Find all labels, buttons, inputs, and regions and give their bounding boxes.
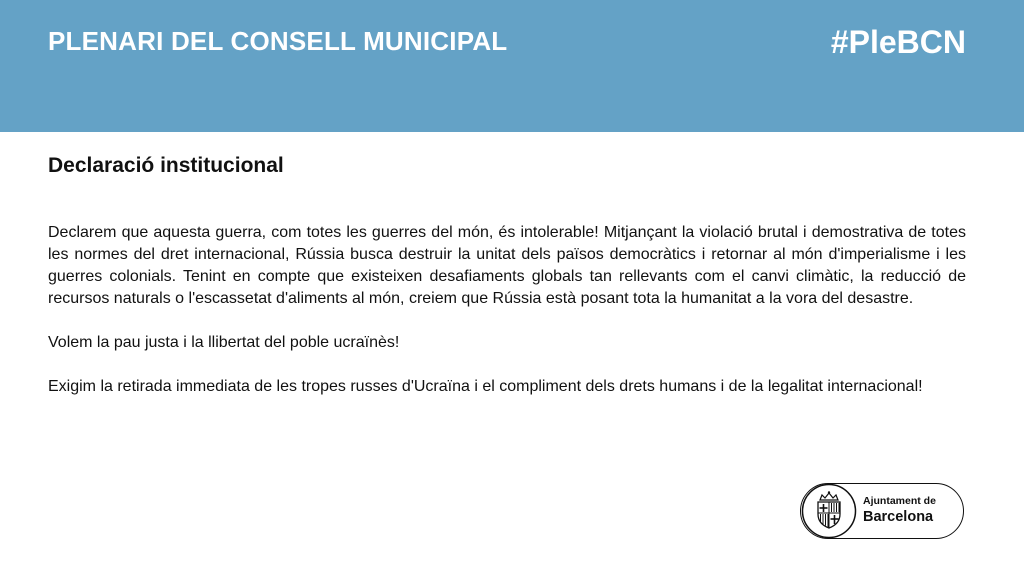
header-hashtag: #PleBCN bbox=[830, 24, 966, 60]
ajuntament-logo bbox=[800, 483, 964, 539]
header-title: PLENARI DEL CONSELL MUNICIPAL bbox=[48, 26, 508, 56]
declaration-body bbox=[48, 222, 966, 420]
barcelona-coat-of-arms-icon bbox=[801, 483, 857, 539]
logo-text bbox=[863, 496, 936, 524]
paragraph-2: Volem la pau justa i la llibertat del poble ucraïnès! bbox=[48, 334, 400, 351]
paragraph-3: Exigim la retirada immediata de les tropes russes d'Ucraïna i el compliment dels drets humans i de la legalitat internacional! bbox=[48, 378, 923, 395]
paragraph-1: Declarem que aquesta guerra, com totes les guerres del món, és intolerable! Mitjançant la violació brutal i demostrativa de totes les normes del dret internacional, Rússia busca destruir la unitat dels països democràtics i retornar al món d'imperialisme i les guerres colonials. Tenint en compte que existeixen desafiaments globals tan rellevants com el canvi climàtic, la reducció de recursos naturals o l'escassetat d'aliments al món, creiem que Rússia està posant tota la humanitat a la vora del desastre. bbox=[48, 224, 966, 307]
section-heading: Declaració institucional bbox=[48, 154, 284, 177]
logo-line1: Ajuntament de bbox=[863, 495, 936, 507]
header-banner bbox=[0, 0, 1024, 132]
logo-line2: Barcelona bbox=[863, 508, 934, 525]
